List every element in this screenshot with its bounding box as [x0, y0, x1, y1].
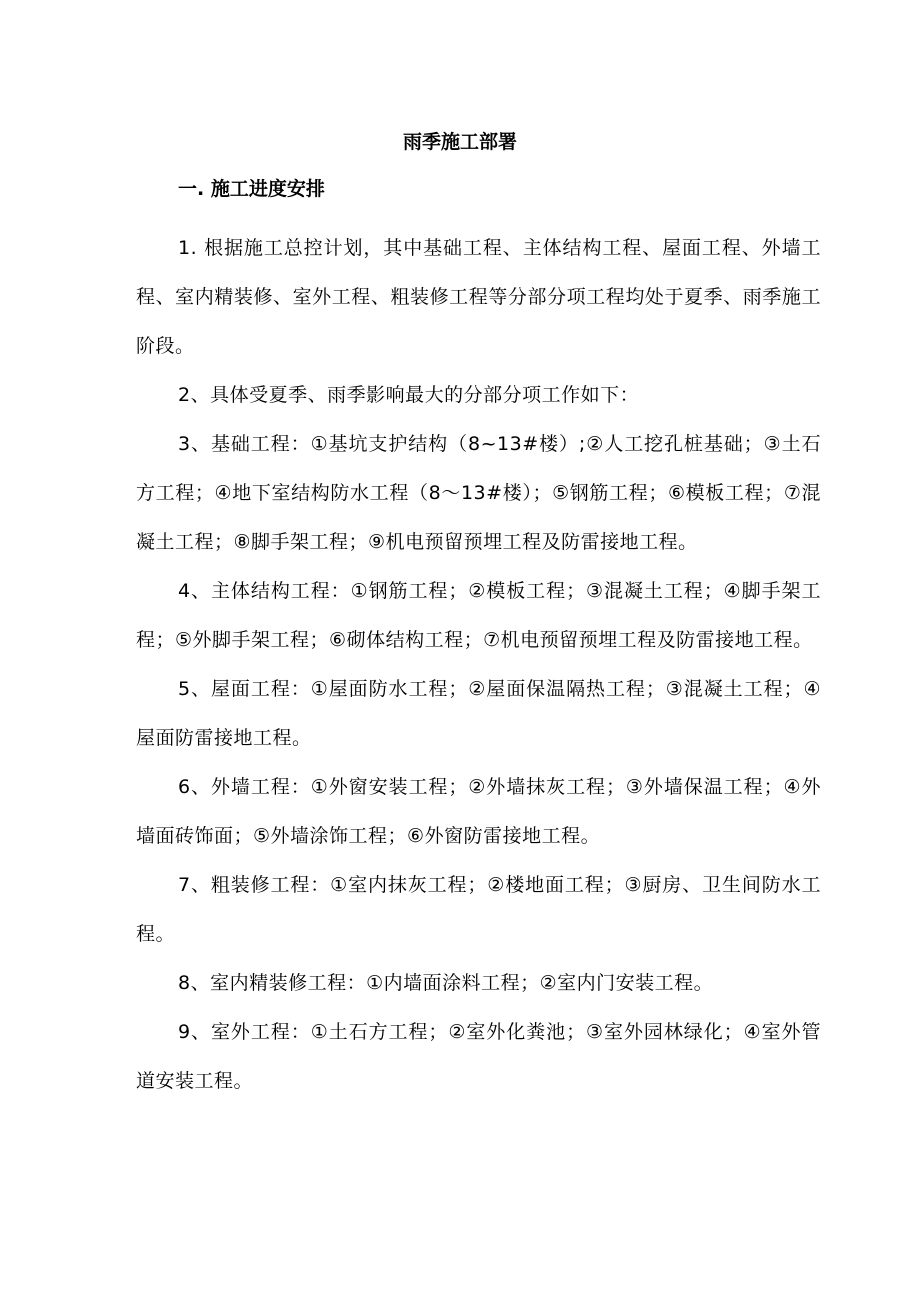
paragraph-2: 2、具体受夏季、雨季影响最大的分部分项工作如下： — [178, 384, 640, 406]
paragraph-3: 3、基础工程：①基坑支护结构（8~13#楼）;②人工挖孔桩基础；③土石方工程；④地下室结构防水工程（8～13#楼）；⑤钢筋工程；⑥模板工程；⑦混凝土工程；⑧脚手架工程；⑨机电预留预埋工程及防雷接地工程。 — [136, 433, 821, 553]
section-heading: 一. 施工进度安排 — [178, 178, 325, 200]
paragraph-7: 7、粗装修工程：①室内抹灰工程；②楼地面工程；③厨房、卫生间防水工程。 — [136, 874, 821, 945]
paragraph-4: 4、主体结构工程：①钢筋工程；②模板工程；③混凝土工程；④脚手架工程；⑤外脚手架工程；⑥砌体结构工程；⑦机电预留预埋工程及防雷接地工程。 — [136, 580, 821, 651]
page-title: 雨季施工部署 — [402, 131, 517, 153]
paragraph-5: 5、屋面工程：①屋面防水工程；②屋面保温隔热工程；③混凝土工程；④屋面防雷接地工程。 — [136, 678, 821, 749]
paragraph-9: 9、室外工程：①土石方工程；②室外化粪池；③室外园林绿化；④室外管道安装工程。 — [136, 1021, 821, 1092]
paragraph-8: 8、室内精装修工程：①内墙面涂料工程；②室内门安装工程。 — [178, 972, 714, 994]
paragraph-1: 1. 根据施工总控计划，其中基础工程、主体结构工程、屋面工程、外墙工程、室内精装修、室外工程、粗装修工程等分部分项工程均处于夏季、雨季施工阶段。 — [136, 237, 821, 357]
paragraph-6: 6、外墙工程：①外窗安装工程；②外墙抹灰工程；③外墙保温工程；④外墙面砖饰面；⑤外墙涂饰工程；⑥外窗防雷接地工程。 — [136, 776, 821, 847]
document-body — [136, 224, 821, 1106]
